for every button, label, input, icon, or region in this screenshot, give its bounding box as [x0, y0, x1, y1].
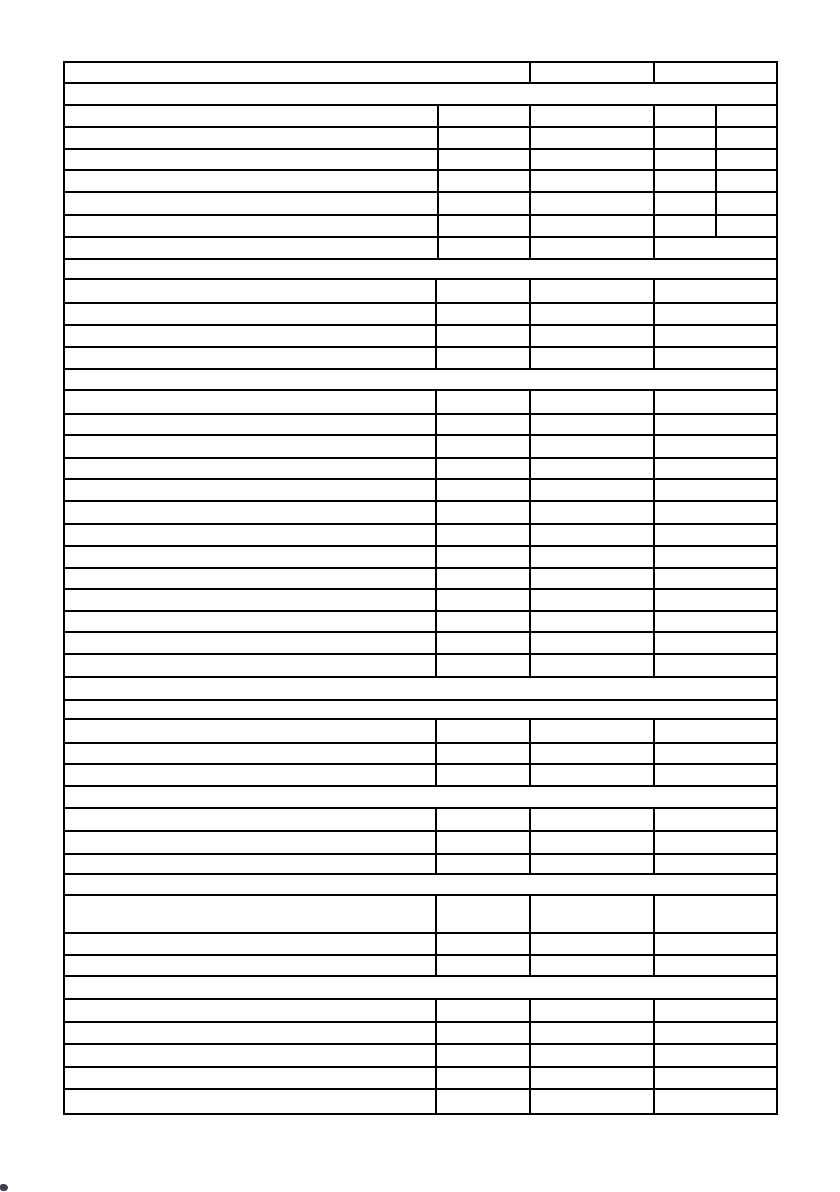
- table-row: [65, 480, 776, 502]
- table-cell: [435, 480, 529, 500]
- table-cell: [65, 1090, 435, 1113]
- table-row: [65, 84, 776, 106]
- table-cell: [65, 1045, 435, 1066]
- table-cell: [529, 612, 653, 631]
- table-row: [65, 304, 776, 326]
- table-cell: [435, 809, 529, 830]
- table-cell: [529, 436, 653, 457]
- table-cell: [435, 1000, 529, 1021]
- table-cell: [437, 171, 529, 191]
- table-cell: [65, 391, 435, 413]
- table-cell: [65, 896, 435, 932]
- table-cell: [529, 193, 653, 214]
- table-row: [65, 678, 776, 701]
- table-row: [65, 436, 776, 459]
- table-cell: [65, 260, 776, 278]
- table-cell: [65, 956, 435, 975]
- table-cell: [65, 171, 437, 191]
- table-cell: [435, 1090, 529, 1113]
- table-cell: [529, 63, 653, 82]
- table-row: [65, 348, 776, 370]
- table-row: [65, 612, 776, 633]
- table-cell: [65, 280, 435, 302]
- table-cell: [435, 525, 529, 545]
- table-cell: [65, 765, 435, 785]
- table-cell: [65, 701, 776, 718]
- table-row: [65, 370, 776, 391]
- table-row: [65, 832, 776, 855]
- table-cell: [65, 1023, 435, 1043]
- table-cell: [529, 655, 653, 676]
- table-cell: [529, 633, 653, 653]
- table-row: [65, 744, 776, 765]
- table-cell: [653, 216, 715, 236]
- table-cell: [529, 304, 653, 324]
- table-cell: [65, 128, 437, 148]
- table-cell: [529, 832, 653, 853]
- table-cell: [653, 1045, 776, 1066]
- table-cell: [435, 415, 529, 434]
- table-row: [65, 280, 776, 304]
- table-cell: [529, 1090, 653, 1113]
- table-row: [65, 590, 776, 612]
- scan-artifact-mark: [0, 1184, 8, 1191]
- table-cell: [529, 1045, 653, 1066]
- table-cell: [65, 547, 435, 567]
- table-cell: [65, 855, 435, 873]
- table-row: [65, 547, 776, 569]
- table-cell: [715, 150, 776, 169]
- table-cell: [435, 326, 529, 346]
- table-row: [65, 1090, 776, 1113]
- table-cell: [65, 977, 776, 998]
- table-cell: [65, 787, 776, 807]
- table-cell: [653, 720, 776, 742]
- table-cell: [65, 193, 437, 214]
- table-row: [65, 193, 776, 216]
- table-cell: [529, 502, 653, 523]
- table-cell: [529, 128, 653, 148]
- table-cell: [715, 171, 776, 191]
- table-row: [65, 1023, 776, 1045]
- table-cell: [529, 896, 653, 932]
- table-cell: [653, 502, 776, 523]
- table-cell: [65, 1000, 435, 1021]
- table-cell: [653, 171, 715, 191]
- table-cell: [653, 106, 715, 126]
- table-row: [65, 326, 776, 348]
- table-cell: [653, 480, 776, 500]
- table-cell: [65, 832, 435, 853]
- table-cell: [435, 896, 529, 932]
- table-cell: [435, 765, 529, 785]
- table-cell: [529, 1068, 653, 1088]
- table-cell: [435, 934, 529, 954]
- table-cell: [653, 525, 776, 545]
- table-cell: [435, 304, 529, 324]
- table-row: [65, 260, 776, 280]
- table-cell: [65, 875, 776, 894]
- table-cell: [529, 280, 653, 302]
- table-cell: [715, 128, 776, 148]
- table-cell: [435, 655, 529, 676]
- table-cell: [65, 590, 435, 610]
- table-cell: [435, 280, 529, 302]
- table-row: [65, 569, 776, 590]
- table-cell: [435, 459, 529, 478]
- table-cell: [653, 436, 776, 457]
- table-cell: [529, 590, 653, 610]
- table-cell: [65, 502, 435, 523]
- table-cell: [437, 150, 529, 169]
- table-cell: [435, 720, 529, 742]
- table-row: [65, 238, 776, 260]
- table-cell: [435, 348, 529, 368]
- table-row: [65, 128, 776, 150]
- table-cell: [437, 193, 529, 214]
- table-cell: [529, 525, 653, 545]
- table-cell: [529, 1000, 653, 1021]
- table-cell: [435, 569, 529, 588]
- table-cell: [653, 391, 776, 413]
- table-row: [65, 216, 776, 238]
- table-row: [65, 525, 776, 547]
- table-cell: [435, 744, 529, 763]
- table-row: [65, 415, 776, 436]
- table-row: [65, 720, 776, 744]
- table-cell: [437, 216, 529, 236]
- table-cell: [437, 128, 529, 148]
- table-cell: [435, 633, 529, 653]
- table-cell: [435, 855, 529, 873]
- table-cell: [65, 106, 437, 126]
- table-cell: [653, 280, 776, 302]
- table-cell: [653, 590, 776, 610]
- table-cell: [529, 150, 653, 169]
- table-cell: [529, 348, 653, 368]
- table-cell: [653, 633, 776, 653]
- table-cell: [653, 612, 776, 631]
- table-cell: [435, 502, 529, 523]
- table-cell: [65, 678, 776, 699]
- table-cell: [65, 655, 435, 676]
- table-cell: [529, 459, 653, 478]
- table-cell: [653, 1068, 776, 1088]
- table-cell: [435, 1023, 529, 1043]
- table-cell: [529, 106, 653, 126]
- table-cell: [529, 956, 653, 975]
- table-cell: [529, 765, 653, 785]
- table-cell: [65, 569, 435, 588]
- table-cell: [435, 832, 529, 853]
- table-cell: [529, 1023, 653, 1043]
- table-cell: [653, 415, 776, 434]
- table-cell: [65, 84, 776, 104]
- table-cell: [653, 193, 715, 214]
- table-row: [65, 391, 776, 415]
- table-cell: [435, 436, 529, 457]
- table-cell: [65, 150, 437, 169]
- table-cell: [653, 150, 715, 169]
- table-cell: [65, 238, 437, 258]
- table-cell: [653, 1090, 776, 1113]
- table-row: [65, 875, 776, 896]
- table-cell: [65, 415, 435, 434]
- table-cell: [653, 809, 776, 830]
- table-cell: [65, 216, 437, 236]
- table-cell: [653, 744, 776, 763]
- table-cell: [65, 480, 435, 500]
- table-cell: [437, 106, 529, 126]
- table-cell: [529, 216, 653, 236]
- table-cell: [435, 590, 529, 610]
- table-cell: [653, 459, 776, 478]
- table-cell: [529, 809, 653, 830]
- table-cell: [65, 633, 435, 653]
- table-cell: [529, 569, 653, 588]
- table-cell: [435, 1045, 529, 1066]
- table-cell: [529, 391, 653, 413]
- table-cell: [653, 832, 776, 853]
- table-cell: [529, 547, 653, 567]
- table-cell: [65, 63, 529, 82]
- table-row: [65, 934, 776, 956]
- table-cell: [653, 128, 715, 148]
- empty-form-table: [63, 61, 778, 1115]
- table-cell: [653, 238, 776, 258]
- table-cell: [65, 459, 435, 478]
- table-cell: [529, 855, 653, 873]
- table-row: [65, 459, 776, 480]
- table-row: [65, 63, 776, 84]
- table-cell: [529, 415, 653, 434]
- table-row: [65, 1045, 776, 1068]
- table-cell: [435, 956, 529, 975]
- table-row: [65, 701, 776, 720]
- table-cell: [65, 525, 435, 545]
- table-cell: [435, 1068, 529, 1088]
- table-row: [65, 171, 776, 193]
- table-row: [65, 655, 776, 678]
- table-cell: [435, 612, 529, 631]
- table-cell: [65, 326, 435, 346]
- table-cell: [65, 1068, 435, 1088]
- table-cell: [653, 956, 776, 975]
- table-cell: [65, 934, 435, 954]
- table-cell: [653, 63, 776, 82]
- table-cell: [653, 765, 776, 785]
- table-cell: [65, 720, 435, 742]
- table-cell: [653, 855, 776, 873]
- table-cell: [715, 106, 776, 126]
- table-row: [65, 896, 776, 934]
- table-cell: [529, 480, 653, 500]
- table-row: [65, 633, 776, 655]
- table-row: [65, 502, 776, 525]
- table-row: [65, 977, 776, 1000]
- table-cell: [529, 744, 653, 763]
- table-cell: [653, 655, 776, 676]
- table-cell: [715, 216, 776, 236]
- table-cell: [653, 569, 776, 588]
- table-cell: [653, 1023, 776, 1043]
- table-row: [65, 809, 776, 832]
- table-cell: [715, 193, 776, 214]
- table-cell: [65, 348, 435, 368]
- table-cell: [65, 809, 435, 830]
- table-cell: [529, 720, 653, 742]
- table-cell: [65, 744, 435, 763]
- table-cell: [437, 238, 529, 258]
- table-cell: [65, 370, 776, 389]
- table-row: [65, 1068, 776, 1090]
- table-cell: [653, 934, 776, 954]
- table-cell: [529, 326, 653, 346]
- table-row: [65, 150, 776, 171]
- table-row: [65, 106, 776, 128]
- table-row: [65, 855, 776, 875]
- table-row: [65, 765, 776, 787]
- table-cell: [653, 547, 776, 567]
- table-row: [65, 956, 776, 977]
- table-cell: [529, 171, 653, 191]
- table-cell: [653, 304, 776, 324]
- table-cell: [653, 326, 776, 346]
- table-row: [65, 787, 776, 809]
- table-cell: [65, 436, 435, 457]
- table-cell: [435, 391, 529, 413]
- table-cell: [653, 1000, 776, 1021]
- table-cell: [435, 547, 529, 567]
- table-cell: [653, 348, 776, 368]
- table-cell: [65, 612, 435, 631]
- table-cell: [529, 238, 653, 258]
- table-cell: [65, 304, 435, 324]
- table-row: [65, 1000, 776, 1023]
- table-cell: [529, 934, 653, 954]
- table-cell: [653, 896, 776, 932]
